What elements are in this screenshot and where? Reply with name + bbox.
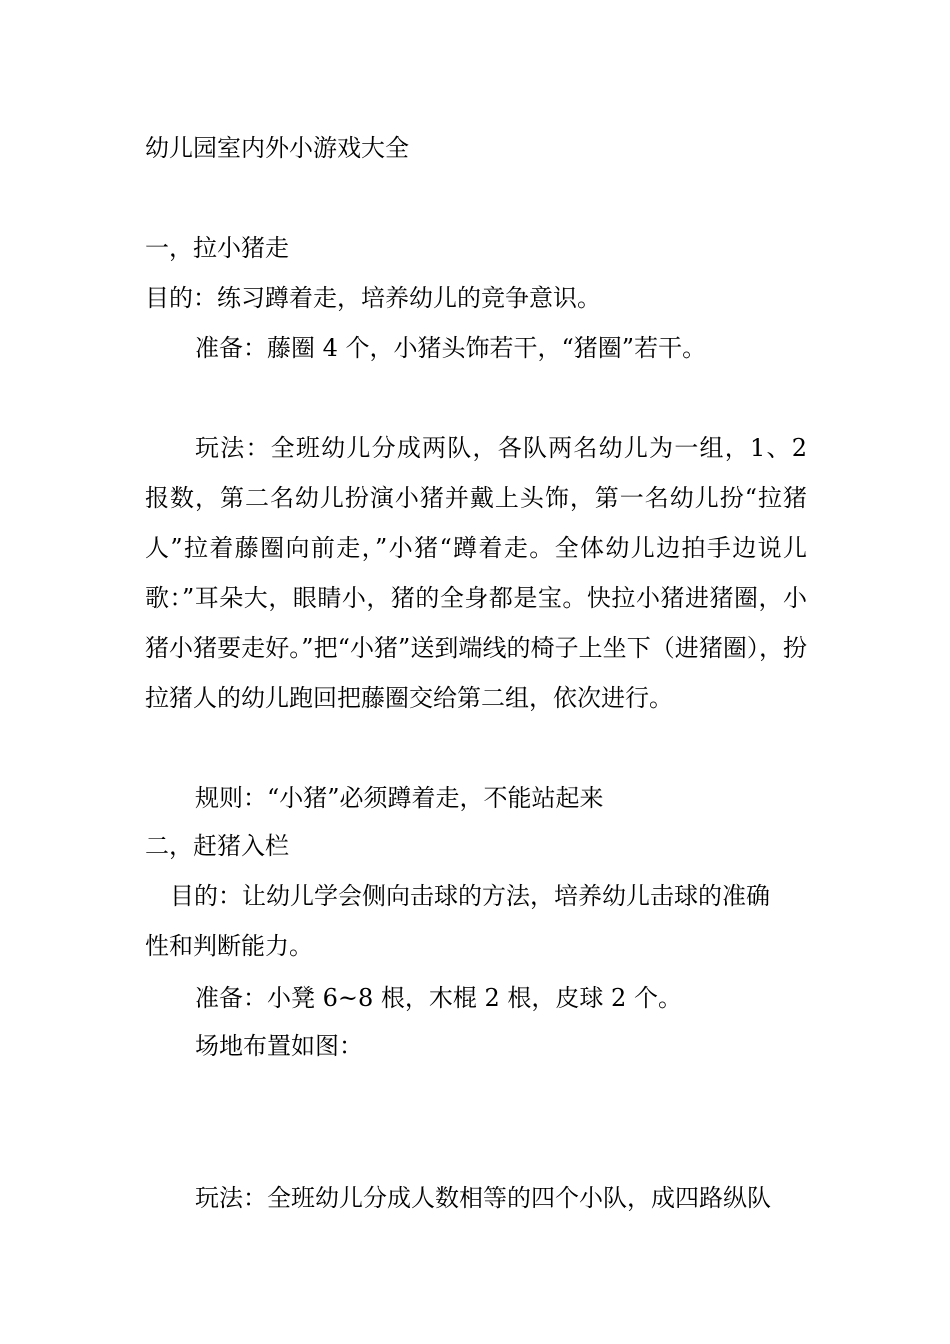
section-1-rule: 规则：“小猪”必须蹲着走，不能站起来	[195, 784, 604, 812]
section-2-heading: 二，赶猪入栏	[145, 832, 289, 860]
section-1-preparation: 准备：藤圈 4 个，小猪头饰若干，“猪圈”若干。	[195, 334, 707, 362]
section-2-preparation: 准备：小凳 6~8 根，木棍 2 根，皮球 2 个。	[195, 984, 682, 1012]
section-2-field-layout: 场地布置如图：	[195, 1032, 363, 1060]
section-1-heading: 一，拉小猪走	[145, 234, 289, 262]
section-1-gameplay: 玩法：全班幼儿分成两队，各队两名幼儿为一组，1、2 报数，第二名幼儿扮演小猪并戴上头饰，第一名幼儿扮“拉猪人”拉着藤圈向前走，”小猪“蹲着走。全体幼儿边拍手边说儿歌：”耳朵大，眼睛小，猪的全身都是宝。快拉小猪进猪圈，小猪小猪要走好。”把“小猪”送到端线的椅子上坐下（进猪圈），扮拉猪人的幼儿跑回把藤圈交给第二组，依次进行。	[145, 434, 807, 712]
section-2-goal-line-1: 目的：让幼儿学会侧向击球的方法，培养幼儿击球的准确	[170, 882, 770, 910]
section-2-gameplay: 玩法：全班幼儿分成人数相等的四个小队，成四路纵队	[195, 1184, 771, 1212]
section-2-goal-line-2: 性和判断能力。	[145, 932, 313, 960]
document-title: 幼儿园室内外小游戏大全	[145, 134, 409, 162]
section-1-goal: 目的：练习蹲着走，培养幼儿的竞争意识。	[145, 284, 601, 312]
